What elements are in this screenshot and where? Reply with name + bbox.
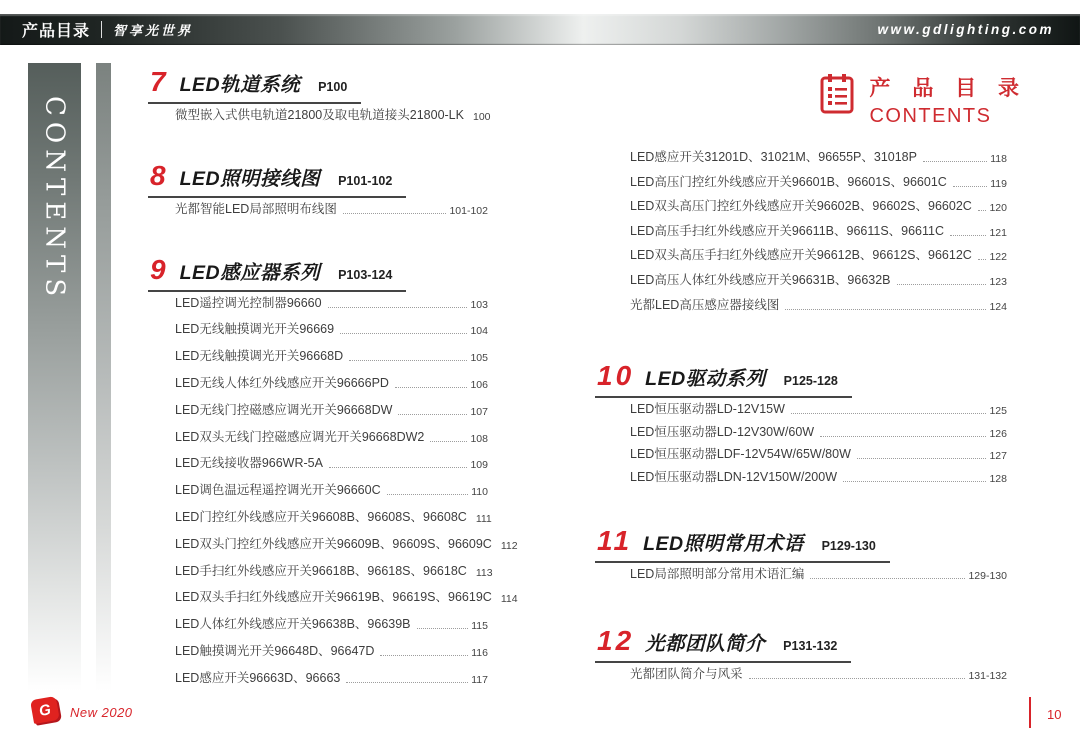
toc-item-label: LED无线人体红外线感应开关96666PD (175, 375, 389, 390)
toc-item-label: LED双头门控红外线感应开关96609B、96609S、96609C (175, 536, 492, 551)
toc-item-page: 125 (989, 405, 1007, 418)
toc-item[interactable] (175, 349, 488, 376)
toc-item-label: LED高压人体红外线感应开关96631B、96632B (630, 272, 891, 287)
toc-item[interactable] (175, 563, 493, 591)
toc-item-label: LED恒压驱动器LD-12V15W (630, 402, 785, 417)
toc-badge (820, 72, 1027, 128)
toc-leader-dots (387, 483, 469, 495)
toc-leader-dots (950, 224, 986, 236)
toc-item-label: LED人体红外线感应开关96638B、96639B (175, 617, 411, 632)
toc-item-page: 100 (472, 111, 491, 123)
toc-column-left (148, 66, 518, 698)
section-page-range: P100 (318, 80, 348, 94)
gd-logo (28, 694, 63, 728)
toc-item-page: 122 (989, 251, 1007, 264)
toc-item[interactable] (175, 617, 488, 644)
section-item-list (595, 402, 1007, 492)
toc-leader-dots (785, 298, 986, 310)
toc-leader-dots (923, 150, 987, 162)
toc-item[interactable] (175, 644, 488, 671)
clipboard-icon (820, 72, 854, 119)
section-item-list (595, 667, 1007, 693)
toc-leader-dots (380, 644, 468, 656)
section-title: LED照明接线图 (179, 167, 321, 190)
toc-item[interactable] (175, 108, 491, 135)
toc-leader-dots (857, 447, 987, 459)
toc-item-label: 光都LED高压感应器接线图 (630, 297, 780, 312)
section-title: 光都团队简介 (645, 632, 766, 655)
toc-item-label: 微型嵌入式供电轨道21800及取电轨道接头21800-LK (175, 108, 464, 122)
toc-item-page: 115 (471, 620, 488, 633)
toc-leader-dots (791, 402, 987, 414)
toc-item-label: LED无线触摸调光开关96668D (175, 349, 344, 364)
toc-item-label: LED遥控调光控制器96660 (175, 295, 322, 310)
toc-item-label: 光都智能LED局部照明布线图 (175, 201, 337, 216)
toc-item-page: 117 (471, 673, 488, 686)
toc-item-page: 112 (500, 539, 518, 552)
section-number: 12 (597, 624, 635, 656)
toc-item[interactable] (175, 456, 488, 483)
toc-section (148, 159, 488, 229)
toc-item[interactable] (630, 175, 1007, 200)
toc-item-label: LED恒压驱动器LDF-12V54W/65W/80W (630, 447, 851, 462)
toc-item-label: LED感应开关96663D、96663 (175, 670, 341, 685)
edition-label: New 2020 (70, 705, 133, 720)
toc-leader-dots (978, 248, 987, 260)
section-header (595, 524, 890, 563)
toc-item[interactable] (175, 376, 488, 403)
section-header (148, 159, 406, 198)
toc-item[interactable] (630, 199, 1007, 224)
toc-item-page: 114 (500, 593, 518, 606)
toc-leader-dots (810, 567, 965, 579)
toc-section (148, 66, 491, 135)
toc-item-page: 126 (989, 427, 1007, 440)
toc-item[interactable] (630, 567, 1007, 593)
toc-item-label: LED高压门控红外线感应开关96601B、96601S、96601C (630, 174, 947, 189)
toc-leader-dots (398, 403, 467, 415)
toc-leader-dots (843, 470, 986, 482)
toc-item-label: LED高压手扫红外线感应开关96611B、96611S、96611C (630, 223, 945, 238)
toc-leader-dots (328, 296, 468, 308)
toc-item[interactable] (630, 667, 1007, 693)
section-number: 10 (597, 360, 635, 392)
toc-item-label: 光都团队简介与风采 (630, 666, 743, 681)
section-title: LED照明常用术语 (643, 532, 804, 555)
section-header (148, 68, 361, 104)
toc-item-label: LED无线门控磁感应调光开关96668DW (175, 402, 393, 417)
top-header-bar (0, 14, 1080, 45)
toc-item[interactable] (175, 403, 488, 430)
section-title: LED轨道系统 (179, 74, 301, 96)
toc-item[interactable] (175, 322, 488, 349)
toc-item[interactable] (175, 430, 488, 457)
toc-item-page: 129-130 (968, 569, 1007, 582)
section-number: 7 (150, 66, 169, 97)
toc-item-label: LED门控红外线感应开关96608B、96608S、96608C (175, 509, 467, 524)
page-number-rule (1029, 697, 1031, 728)
toc-item-page: 104 (470, 325, 488, 338)
toc-item[interactable] (630, 224, 1007, 249)
section-page-range: P125-128 (783, 374, 838, 389)
toc-item-label: LED局部照明部分常用术语汇编 (630, 566, 805, 581)
toc-item[interactable] (630, 150, 1007, 175)
toc-item[interactable] (175, 296, 488, 323)
toc-item-label: LED双头高压手扫红外线感应开关96612B、96612S、96612C (630, 248, 972, 263)
section-page-range: P129-130 (821, 538, 876, 553)
section-item-list (148, 295, 518, 698)
toc-section (595, 150, 1007, 322)
toc-item-page: 113 (475, 566, 493, 579)
section-page-range: P101-102 (338, 173, 393, 188)
toc-item-page: 101-102 (449, 204, 488, 217)
toc-item-label: LED双头高压门控红外线感应开关96602B、96602S、96602C (630, 199, 972, 214)
section-page-range: P131-132 (783, 638, 838, 653)
toc-item-page: 110 (471, 486, 488, 499)
toc-item-label: LED双头手扫红外线感应开关96619B、96619S、96619C (175, 590, 492, 605)
toc-item-page: 131-132 (968, 669, 1007, 682)
toc-item[interactable] (175, 590, 518, 617)
toc-item-page: 116 (471, 646, 488, 659)
section-number: 9 (150, 253, 169, 285)
toc-leader-dots (417, 617, 469, 629)
toc-item[interactable] (175, 483, 488, 510)
section-item-list (148, 108, 491, 135)
toc-item-label: LED恒压驱动器LD-12V30W/60W (630, 424, 815, 439)
toc-item[interactable] (630, 425, 1007, 448)
toc-leader-dots (430, 430, 467, 442)
toc-item-page: 127 (989, 450, 1007, 463)
toc-item-label: LED感应开关31201D、31021M、96655P、31018P (630, 150, 917, 164)
toc-item[interactable] (630, 402, 1007, 425)
section-page-range: P103-124 (338, 267, 393, 282)
section-header (595, 362, 852, 398)
toc-leader-dots (346, 671, 468, 683)
toc-item-page: 111 (475, 512, 492, 525)
toc-item-page: 108 (470, 432, 488, 445)
page-number: 10 (1047, 707, 1062, 722)
toc-item[interactable] (630, 273, 1007, 298)
section-title: LED感应器系列 (179, 261, 321, 284)
toc-item-page: 124 (989, 300, 1007, 313)
toc-item-page: 121 (989, 226, 1007, 239)
section-title: LED驱动系列 (645, 368, 766, 391)
sidebar-accent-bar (96, 63, 111, 691)
toc-item-page: 107 (470, 405, 488, 418)
toc-item-page: 123 (989, 275, 1007, 288)
logo-letter: G (37, 700, 53, 720)
toc-item-label: LED手扫红外线感应开关96618B、96618S、96618C (175, 563, 467, 578)
section-header (148, 253, 406, 292)
toc-item-label: LED触摸调光开关96648D、96647D (175, 643, 375, 658)
toc-column-right (595, 146, 1007, 693)
page-title: 产品目录 (22, 23, 91, 40)
toc-item-label: LED双头无线门控磁感应调光开关96668DW2 (175, 429, 425, 444)
toc-item[interactable] (630, 447, 1007, 470)
brand-slogan: 智享光世界 (113, 24, 194, 39)
toc-item[interactable] (175, 671, 488, 698)
toc-leader-dots (953, 175, 987, 187)
toc-item[interactable] (630, 298, 1007, 323)
toc-section (595, 524, 1007, 593)
toc-leader-dots (749, 667, 966, 679)
section-header (595, 624, 851, 663)
toc-item-label: LED调色温远程遥控调光开关96660C (175, 483, 381, 498)
toc-item-page: 109 (470, 459, 488, 472)
toc-leader-dots (329, 456, 468, 468)
toc-item-page: 119 (990, 177, 1007, 190)
header-divider (101, 21, 102, 38)
sidebar-gradient-bar (28, 63, 81, 691)
toc-item-page: 128 (989, 472, 1007, 485)
toc-leader-dots (395, 376, 468, 388)
toc-leader-dots (897, 273, 987, 285)
toc-leader-dots (978, 199, 987, 211)
section-number: 11 (597, 524, 633, 556)
toc-leader-dots (820, 425, 986, 437)
toc-item[interactable] (630, 248, 1007, 273)
toc-item[interactable] (175, 509, 492, 537)
toc-item[interactable] (630, 470, 1007, 493)
contents-vertical-label: CONTENTS (39, 96, 70, 303)
toc-item[interactable] (175, 202, 488, 229)
toc-item-page: 103 (470, 298, 488, 311)
toc-item-page: 120 (989, 202, 1007, 215)
toc-item-page: 118 (990, 153, 1007, 165)
toc-leader-dots (340, 322, 467, 334)
toc-section (595, 362, 1007, 492)
toc-leader-dots (349, 349, 467, 361)
website-link[interactable]: www.gdlighting.com (877, 22, 1054, 37)
toc-section (148, 253, 518, 698)
toc-item-label: LED无线触摸调光开关96669 (175, 322, 335, 337)
toc-leader-dots (343, 202, 447, 214)
badge-title: 产 品 目 录 (869, 77, 1027, 100)
toc-item-label: LED恒压驱动器LDN-12V150W/200W (630, 469, 838, 484)
toc-item-page: 105 (470, 352, 488, 365)
badge-subtitle: CONTENTS (869, 105, 992, 127)
section-item-list (595, 567, 1007, 593)
toc-item-label: LED无线接收器966WR-5A (175, 456, 323, 471)
section-item-list (148, 202, 488, 229)
toc-item[interactable] (175, 536, 518, 564)
toc-item-page: 106 (470, 378, 488, 391)
section-item-list (595, 150, 1007, 322)
section-number: 8 (150, 159, 169, 191)
toc-section (595, 624, 1007, 693)
